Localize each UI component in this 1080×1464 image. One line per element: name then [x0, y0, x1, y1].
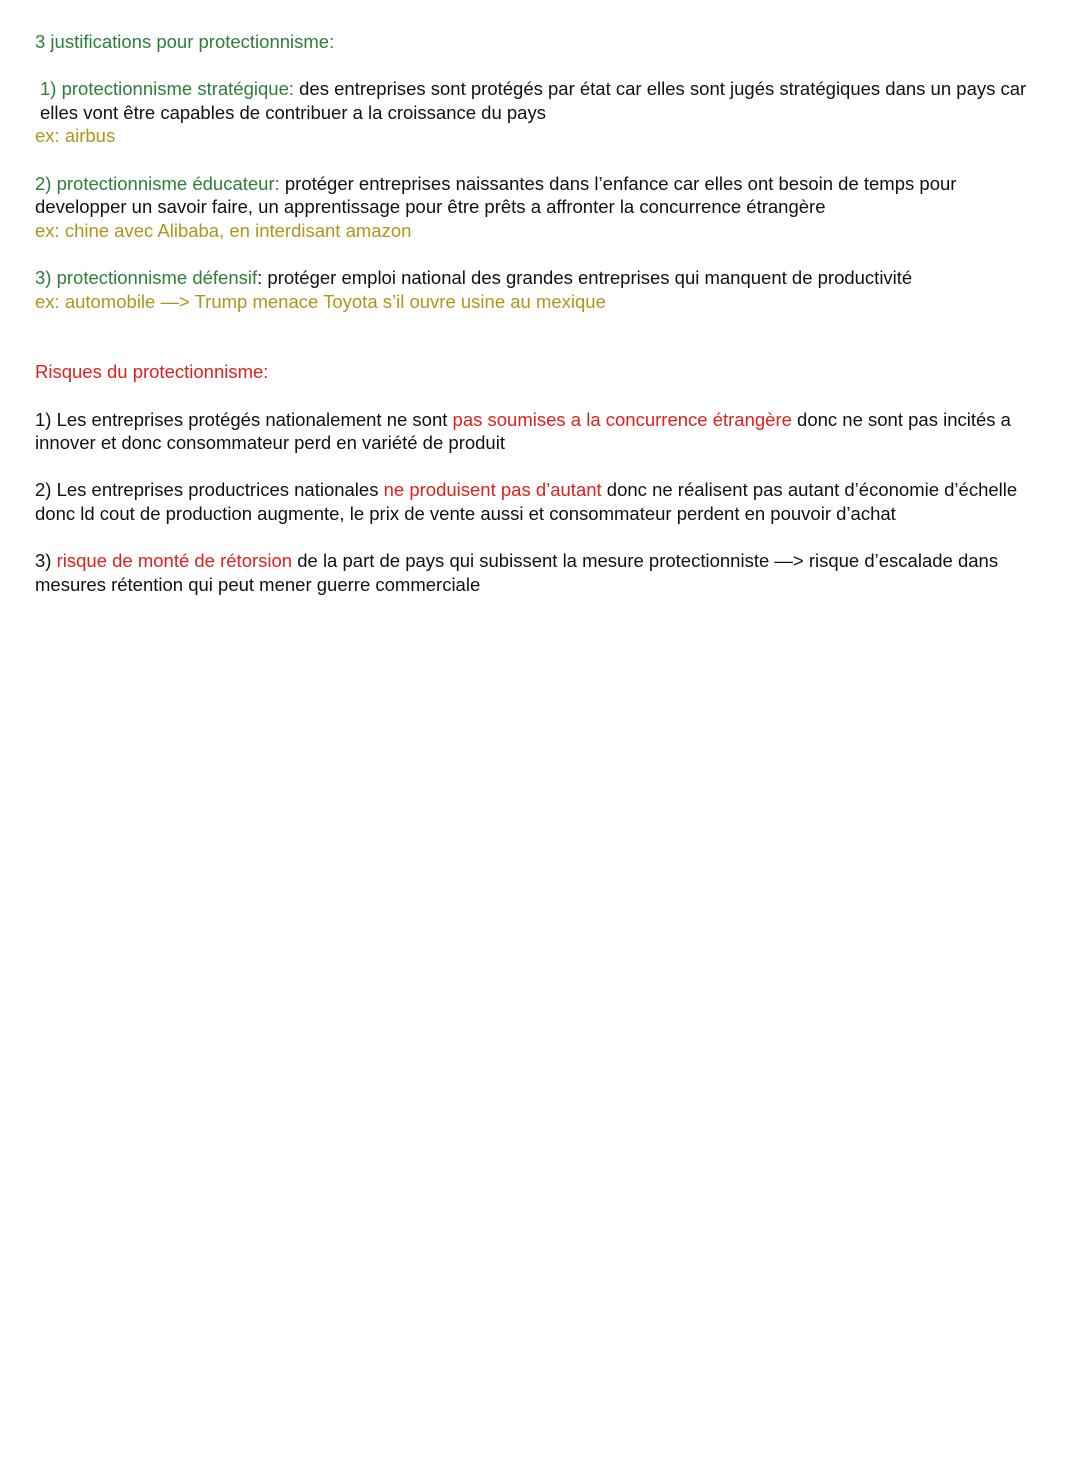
risk-text-after: donc ne sont pas incités a innover et donc consommateur perd en variété de produit	[35, 408, 1011, 454]
risk-highlight: ne produisent pas d’autant	[383, 479, 602, 501]
justification-example: ex: airbus	[35, 125, 116, 147]
justification-item-educational	[35, 172, 1045, 243]
spacer	[35, 148, 1045, 172]
justification-text: protéger entreprises naissantes dans l’enfance car elles ont besoin de temps pour developper un savoir faire, un apprentissage pour être prêts a affronter la concurrence étrangère	[35, 172, 957, 218]
justification-item-defensive	[35, 266, 1045, 313]
risk-item-competition	[35, 408, 1045, 455]
risks-heading: Risques du protectionnisme:	[35, 361, 269, 383]
justification-label: 2) protectionnisme éducateur:	[35, 172, 280, 194]
justification-item-strategic	[35, 77, 1045, 148]
justification-example: ex: chine avec Alibaba, en interdisant amazon	[35, 219, 412, 241]
justification-text: des entreprises sont protégés par état car elles sont jugés stratégiques dans un pays car elles vont être capables de contribuer a la croissance du pays	[40, 78, 1027, 123]
spacer	[35, 313, 1045, 360]
justification-example: ex: automobile —> Trump menace Toyota s’il ouvre usine au mexique	[35, 290, 606, 312]
justification-label: 1) protectionnisme stratégique:	[40, 78, 294, 100]
spacer	[35, 384, 1045, 408]
notes-page	[35, 30, 1045, 596]
spacer	[35, 525, 1045, 549]
justifications-heading: 3 justifications pour protectionnisme:	[35, 31, 335, 52]
spacer	[35, 455, 1045, 479]
risk-highlight: pas soumises a la concurrence étrangère	[452, 408, 792, 430]
risk-highlight: risque de monté de rétorsion	[56, 550, 293, 572]
risk-text-before: 3)	[35, 550, 57, 572]
risk-text-before: 1) Les entreprises protégés nationalement ne sont	[35, 408, 453, 430]
spacer	[35, 242, 1045, 266]
justification-label: 3) protectionnisme défensif	[35, 266, 258, 288]
risk-text-after: de la part de pays qui subissent la mesure protectionniste —> risque d’escalade dans mesures rétention qui peut mener guerre commerciale	[35, 550, 999, 595]
risk-item-retaliation	[35, 549, 1045, 596]
risk-text-before: 2) Les entreprises productrices nationales	[35, 479, 384, 501]
justification-text: : protéger emploi national des grandes entreprises qui manquent de productivité	[257, 266, 913, 288]
spacer	[35, 54, 1045, 78]
risk-item-production	[35, 478, 1045, 525]
risk-text-after: donc ne réalisent pas autant d’économie d’échelle donc ld cout de production augmente, le prix de vente aussi et consommateur perdent en pouvoir d’achat	[35, 479, 1018, 524]
